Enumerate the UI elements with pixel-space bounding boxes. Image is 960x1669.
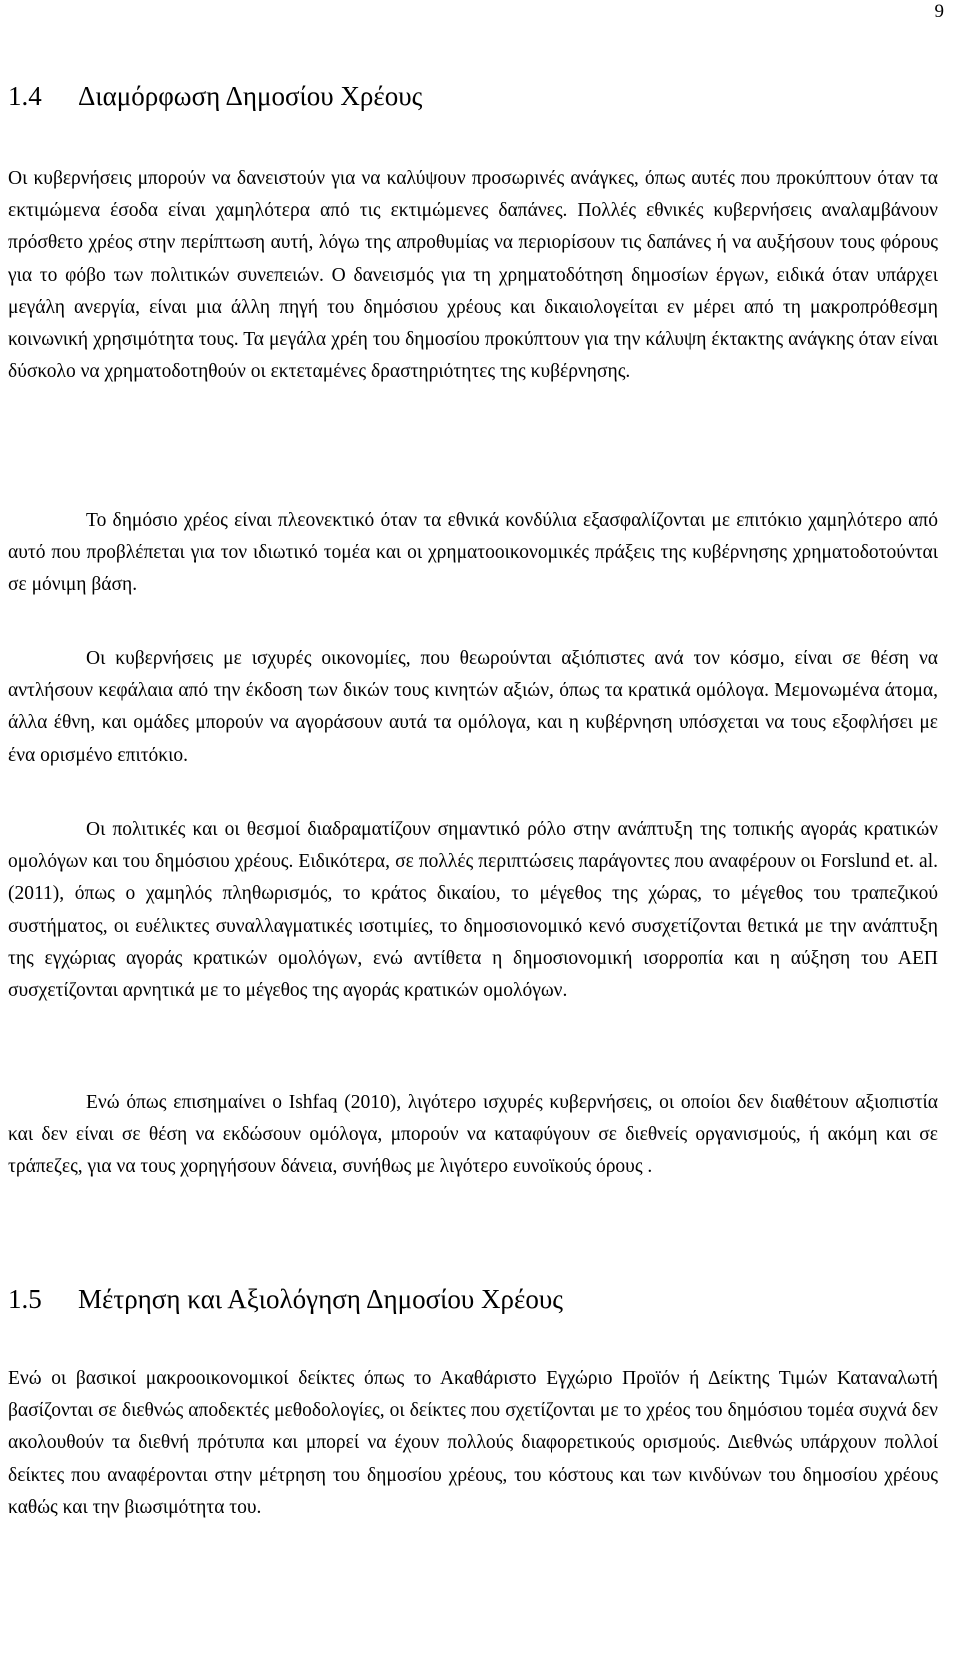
paragraph: Το δημόσιο χρέος είναι πλεονεκτικό όταν τα εθνικά κονδύλια εξασφαλίζονται με επιτόκιο χαμηλότερο από αυτό που προβλέπεται για τον ιδιωτικό τομέα και οι χρηματοοικονομικές πράξεις της κυβέρνησης χρηματοδοτούνται σε μόνιμη βάση. [8, 510, 938, 596]
paragraph: Ενώ οι βασικοί μακροοικονομικοί δείκτες όπως το Ακαθάριστο Εγχώριο Προϊόν ή Δείκτης Τιμών Καταναλωτή βασίζονται σε διεθνώς αποδεκτές μεθοδολογίες, οι δείκτες που σχετίζονται με το χρέος του δημόσιου τομέα συχνά δεν ακολουθούν τα διεθνή πρότυπα και μπορεί να έχουν πολλούς διαφορετικούς ορισμούς. Διεθνώς υπάρχουν πολλοί δείκτες που αναφέρονται στην μέτρηση του δημοσίου χρέους, του κόστους και των κινδύνων του δημοσίου χρέους καθώς και την βιωσιμότητα του. [8, 1368, 938, 1518]
paragraph: Οι πολιτικές και οι θεσμοί διαδραματίζουν σημαντικό ρόλο στην ανάπτυξη της τοπικής αγοράς κρατικών ομολόγων και του δημόσιου χρέους. Ειδικότερα, σε πολλές περιπτώσεις παράγοντες που αναφέρουν οι Forslund et. al. (2011), όπως ο χαμηλός πληθωρισμός, το κράτος δικαίου, το μέγεθος της χώρας, το μέγεθος του τραπεζικού συστήματος, οι ευέλικτες συναλλαγματικές ισοτιμίες, το δημοσιονομικό κενό συσχετίζονται θετικά με την ανάπτυξη της εγχώριας αγοράς κρατικών ομολόγων, ενώ αντίθετα η δημοσιονομική ισορροπία και η αύξηση του ΑΕΠ συσχετίζονται αρνητικά με το μέγεθος της αγοράς κρατικών ομολόγων. [8, 819, 938, 1002]
section-title: Διαμόρφωση Δημοσίου Χρέους [78, 81, 423, 111]
page-number: 9 [934, 1, 944, 22]
paragraph: Οι κυβερνήσεις με ισχυρές οικονομίες, που θεωρούνται αξιόπιστες ανά τον κόσμο, είναι σε θέση να αντλήσουν κεφάλαια από την έκδοση των δικών τους κινητών αξιών, όπως τα κρατικά ομόλογα. Μεμονωμένα άτομα, άλλα έθνη, και ομάδες μπορούν να αγοράσουν αυτά τα ομόλογα, και η κυβέρνηση υπόσχεται να τους εξοφλήσει με ένα ορισμένο επιτόκιο. [8, 648, 938, 766]
section-title: Μέτρηση και Αξιολόγηση Δημοσίου Χρέους [78, 1284, 563, 1314]
section-heading-1-5 [8, 1282, 563, 1316]
paragraph: Ενώ όπως επισημαίνει ο Ishfaq (2010), λιγότερο ισχυρές κυβερνήσεις, οι οποίοι δεν διαθέτουν αξιοπιστία και δεν είναι σε θέση να εκδώσουν ομόλογα, μπορούν να καταφύγουν σε διεθνείς οργανισμούς, ή ακόμη και σε τράπεζες, για να τους χορηγήσουν δάνεια, συνήθως με λιγότερο ευνοϊκούς όρους . [8, 1092, 938, 1178]
section-heading-1-4 [8, 79, 422, 113]
section-number: 1.5 [8, 1284, 42, 1314]
section-number: 1.4 [8, 81, 42, 111]
paragraph: Οι κυβερνήσεις μπορούν να δανειστούν για να καλύψουν προσωρινές ανάγκες, όπως αυτές που προκύπτουν όταν τα εκτιμώμενα έσοδα είναι χαμηλότερα από τις εκτιμώμενες δαπάνες. Πολλές εθνικές κυβερνήσεις αναλαμβάνουν πρόσθετο χρέος στην περίπτωση αυτή, λόγω της απροθυμίας να περιορίσουν τις δαπάνες ή να αυξήσουν τους φόρους για το φόβο των πολιτικών συνεπειών. Ο δανεισμός για τη χρηματοδότηση δημοσίων έργων, ειδικά όταν υπάρχει μεγάλη ανεργία, είναι μια άλλη πηγή του δημόσιου χρέους και δικαιολογείται εν μέρει από τη μακροπρόθεσμη κοινωνική χρησιμότητα τους. Τα μεγάλα χρέη του δημοσίου προκύπτουν για την κάλυψη έκτακτης ανάγκης όταν είναι δύσκολο να χρηματοδοτηθούν οι εκτεταμένες δραστηριότητες της κυβέρνησης. [8, 168, 938, 383]
